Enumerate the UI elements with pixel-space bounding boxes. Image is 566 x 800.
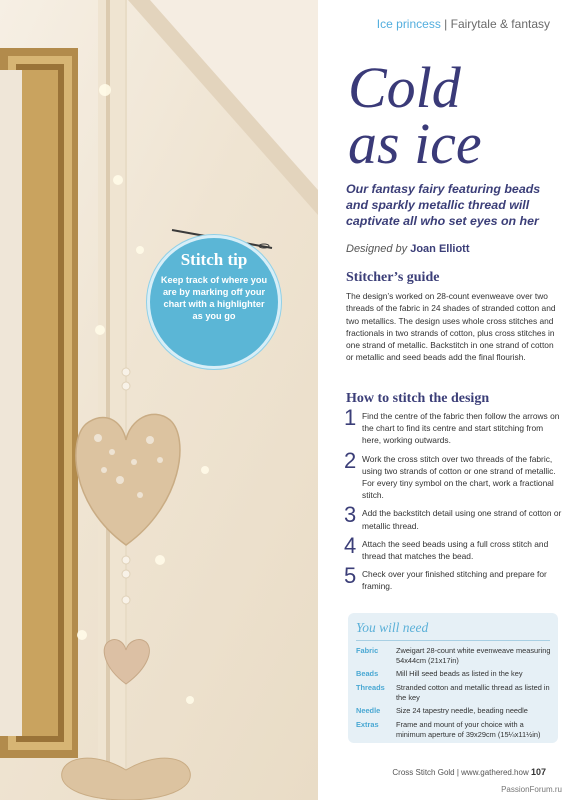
need-row-fabric bbox=[356, 646, 552, 665]
headline bbox=[348, 55, 482, 176]
need-row-extras bbox=[356, 720, 552, 739]
need-value: Size 24 tapestry needle, beading needle bbox=[396, 706, 528, 715]
how-to-heading: How to stitch the design bbox=[346, 391, 490, 406]
need-row-threads bbox=[356, 683, 552, 702]
step-number: 5 bbox=[344, 563, 357, 589]
need-value: Frame and mount of your choice with a minimum aperture of 39x29cm (15¼x11½in) bbox=[396, 720, 541, 739]
step-number: 4 bbox=[344, 532, 357, 558]
section-sub: Fairytale & fantasy bbox=[450, 17, 550, 31]
need-label: Extras bbox=[356, 720, 379, 729]
you-will-need-title: You will need bbox=[356, 620, 429, 635]
stitch-tip-badge bbox=[147, 235, 281, 369]
step-number: 1 bbox=[344, 405, 357, 430]
need-row-needle bbox=[356, 706, 552, 716]
footer-text: Cross Stitch Gold | www.gathered.how bbox=[392, 768, 531, 777]
step-text: Add the backstitch detail using one strand of cotton or metallic thread. bbox=[362, 508, 562, 531]
need-label: Beads bbox=[356, 669, 379, 678]
steps-list bbox=[344, 405, 564, 593]
stitch-tip-title: Stitch tip bbox=[180, 250, 248, 269]
step-item bbox=[344, 563, 564, 592]
need-value: Zweigart 28-count white evenweave measuring 54x44cm (21x17in) bbox=[396, 646, 551, 665]
step-item bbox=[344, 405, 564, 447]
gold-frame bbox=[0, 48, 78, 758]
step-number: 2 bbox=[344, 447, 357, 473]
stitch-tip-body: Keep track of where you are by marking off your chart with a highlighter as you go bbox=[160, 275, 268, 321]
step-text: Check over your finished stitching and prepare for framing. bbox=[362, 569, 547, 592]
page-footer bbox=[318, 767, 546, 777]
designer-credit bbox=[346, 243, 470, 255]
stitchers-guide-heading: Stitcher’s guide bbox=[346, 270, 440, 285]
designer-name: Joan Elliott bbox=[410, 243, 470, 255]
headline-line-1: Cold bbox=[348, 55, 461, 120]
article-column bbox=[318, 0, 566, 800]
step-text: Attach the seed beads using a full cross stitch and thread that matches the bead. bbox=[362, 538, 549, 562]
step-text: Work the cross stitch over two threads of the fabric, using two strands of cotton or one strand of metallic. For every tiny symbol on the chart, work a fractional stitch. bbox=[362, 453, 556, 501]
watermark: PassionForum.ru bbox=[501, 785, 562, 794]
need-value: Mill Hill seed beads as listed in the key bbox=[396, 669, 523, 678]
need-label: Fabric bbox=[356, 646, 379, 655]
step-text: Find the centre of the fabric then follow the arrows on the chart to find its centre and start stitching from here, working outwards. bbox=[362, 411, 560, 446]
section-main: Ice princess bbox=[376, 17, 441, 31]
need-label: Needle bbox=[356, 706, 381, 715]
box-divider bbox=[356, 640, 550, 641]
section-separator: | bbox=[440, 17, 451, 31]
section-header bbox=[318, 17, 550, 31]
headline-line-2: as ice bbox=[348, 111, 482, 176]
step-item bbox=[344, 532, 564, 562]
need-label: Threads bbox=[356, 683, 385, 692]
wooden-heart-large bbox=[76, 414, 180, 545]
step-number: 3 bbox=[344, 502, 357, 528]
step-item bbox=[344, 447, 564, 502]
stitchers-guide-body: The design’s worked on 28-count evenweave over two threads of the fabric in 24 shades of stranded cotton and two metallics. The design uses whole cross stitches and fractionals in two strands of cotton, plus cross stitches in one strand of metallic. Backstitch in one strand of cotton or metallic and seed beads add the final flourish. bbox=[346, 291, 556, 363]
you-will-need-box bbox=[348, 613, 558, 743]
need-row-beads bbox=[356, 669, 552, 679]
designer-prefix: Designed by bbox=[346, 243, 411, 255]
need-value: Stranded cotton and metallic thread as listed in the key bbox=[396, 683, 550, 702]
standfirst: Our fantasy fairy featuring beads and sparkly metallic thread will captivate all who set eyes on her bbox=[346, 182, 541, 228]
step-item bbox=[344, 502, 564, 531]
fairy-lights bbox=[77, 84, 209, 704]
page-number: 107 bbox=[530, 767, 546, 777]
